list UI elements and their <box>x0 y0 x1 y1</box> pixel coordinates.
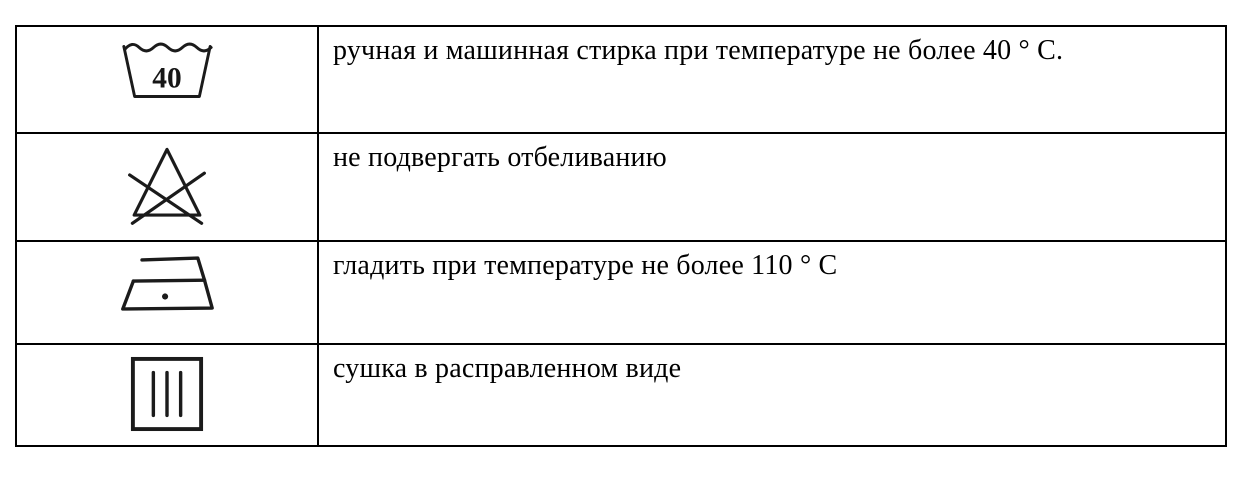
symbol-cell <box>16 133 318 241</box>
care-instruction-text: сушка в расправленном виде <box>333 353 682 384</box>
symbol-cell <box>16 344 318 446</box>
care-instruction-text: ручная и машинная стирка при температуре не более 40 ° C. <box>333 35 1064 66</box>
care-symbols-table <box>15 25 1227 447</box>
symbol-cell <box>16 26 318 133</box>
table-row <box>16 26 1226 133</box>
do-not-bleach-icon <box>121 144 213 226</box>
iron-one-dot-icon <box>117 252 217 316</box>
wash-temperature-label: 40 <box>152 62 182 95</box>
description-cell <box>318 26 1226 133</box>
symbol-cell <box>16 241 318 344</box>
iron-temperature-dot <box>162 293 168 299</box>
table-row <box>16 344 1226 446</box>
table-row <box>16 133 1226 241</box>
description-cell <box>318 133 1226 241</box>
table-row <box>16 241 1226 344</box>
description-cell <box>318 344 1226 446</box>
wash-tub-40-icon <box>116 37 218 105</box>
description-cell <box>318 241 1226 344</box>
care-instruction-text: гладить при температуре не более 110 ° C <box>333 250 838 281</box>
drip-dry-icon <box>129 355 205 433</box>
care-instruction-text: не подвергать отбеливанию <box>333 142 667 173</box>
